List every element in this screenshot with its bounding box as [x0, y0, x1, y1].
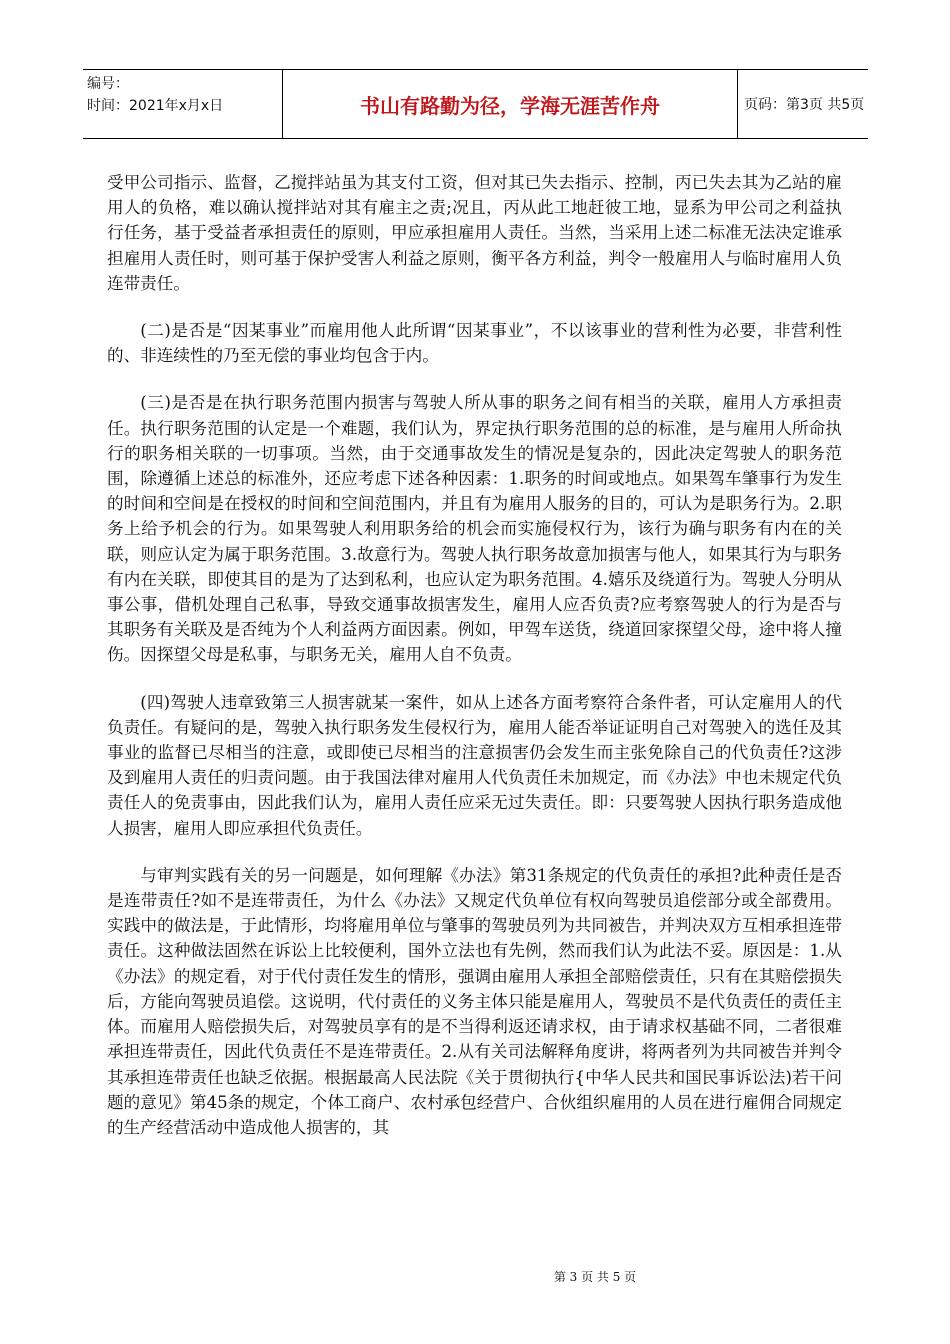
paragraph-1: 受甲公司指示、监督，乙搅拌站虽为其支付工资，但对其已失去指示、控制，丙已失去其为乙站的雇用人的负格，难以确认搅拌站对其有雇主之责;况且，丙从此工地赶彼工地，显系为甲公司之利益执行任务，基于受益者承担责任的原则，甲应承担雇用人责任。当然，当采用上述二标准无法决定谁承担雇用人责任时，则可基于保护受害人利益之原则，衡平各方利益，判令一般雇用人与临时雇用人负连带责任。 — [107, 173, 842, 293]
header-page-info: 页码：第3页 共5页 — [744, 97, 865, 113]
paragraph-3: (三)是否是在执行职务范围内损害与驾驶人所从事的职务之间有相当的关联，雇用人方承担责任。执行职务范围的认定是一个难题，我们认为，界定执行职务范围的总的标准，是与雇用人所命执行的职务相关联的一切事项。当然，由于交通事故发生的情况是复杂的，因此决定驾驶人的职务范围，除遵循上述总的标准外，还应考虑下述各种因素：1.职务的时间或地点。如果驾车肇事行为发生的时间和空间是在授权的时间和空间范围内，并且有为雇用人服务的目的，可认为是职务行为。2.职务上给予机会的行为。如果驾驶人利用职务给的机会而实施侵权行为，该行为确与职务有内在的关联，则应认定为属于职务范围。3.故意行为。驾驶人执行职务故意加损害与他人，如果其行为与职务有内在关联，即使其目的是为了达到私利，也应认定为职务范围。4.嬉乐及绕道行为。驾驶人分明从事公事，借机处理自己私事，导致交通事故损害发生，雇用人应否负责?应考察驾驶人的行为是否与其职务有关联及是否纯为个人利益两方面因素。例如，甲驾车送货，绕道回家探望父母，途中将人撞伤。因探望父母是私事，与职务无关，雇用人自不负责。 — [107, 393, 842, 665]
header-motto: 书山有路勤为径，学海无涯苦作舟 — [283, 70, 738, 138]
page-header — [83, 69, 868, 139]
document-number: 编号： — [87, 76, 129, 92]
page-footer: 第 3 页 共 5 页 — [553, 1270, 637, 1284]
paragraph-4: (四)驾驶人违章致第三人损害就某一案件，如从上述各方面考察符合条件者，可认定雇用人的代负责任。有疑问的是，驾驶入执行职务发生侵权行为，雇用人能否举证证明自己对驾驶入的选任及其事业的监督已尽相当的注意，或即使已尽相当的注意损害仍会发生而主张免除自己的代负责任?这涉及到雇用人责任的归责问题。由于我国法律对雇用人代负责任未加规定，而《办法》中也未规定代负责任人的免责事由，因此我们认为，雇用人责任应采无过失责任。即：只要驾驶人因执行职务造成他人损害，雇用人即应承担代负责任。 — [107, 692, 842, 838]
document-date: 时间：2021年x月x日 — [87, 98, 224, 114]
paragraph-5: 与审判实践有关的另一问题是，如何理解《办法》第31条规定的代负责任的承担?此种责任是否是连带责任?如不是连带责任，为什么《办法》又规定代负单位有权向驾驶员追偿部分或全部费用。实践中的做法是，于此情形，均将雇用单位与肇事的驾驶员列为共同被告，并判决双方互相承担连带责任。这种做法固然在诉讼上比较便利，国外立法也有先例，然而我们认为此法不妥。原因是：1.从《办法》的规定看，对于代付责任发生的情形，强调由雇用人承担全部赔偿责任，只有在其赔偿损失后，方能向驾驶员追偿。这说明，代付责任的义务主体只能是雇用人，驾驶员不是代负责任的责任主体。而雇用人赔偿损失后，对驾驶员享有的是不当得利返还请求权，由于请求权基础不同，二者很难承担连带责任，因此代负责任不是连带责任。2.从有关司法解释角度讲，将两者列为共同被告并判令其承担连带责任也缺乏依据。根据最高人民法院《关于贯彻执行{中华人民共和国民事诉讼法)若干问题的意见》第45条的规定，个体工商户、农村承包经营户、合伙组织雇用的人员在进行雇佣合同规定的生产经营活动中造成他人损害的，其 — [107, 865, 842, 1137]
paragraph-2: (二)是否是“因某事业”而雇用他人此所谓“因某事业”，不以该事业的营利性为必要，非营利性的、非连续性的乃至无偿的事业均包含于内。 — [107, 321, 842, 366]
header-meta — [83, 70, 283, 138]
document-body — [107, 170, 842, 1162]
